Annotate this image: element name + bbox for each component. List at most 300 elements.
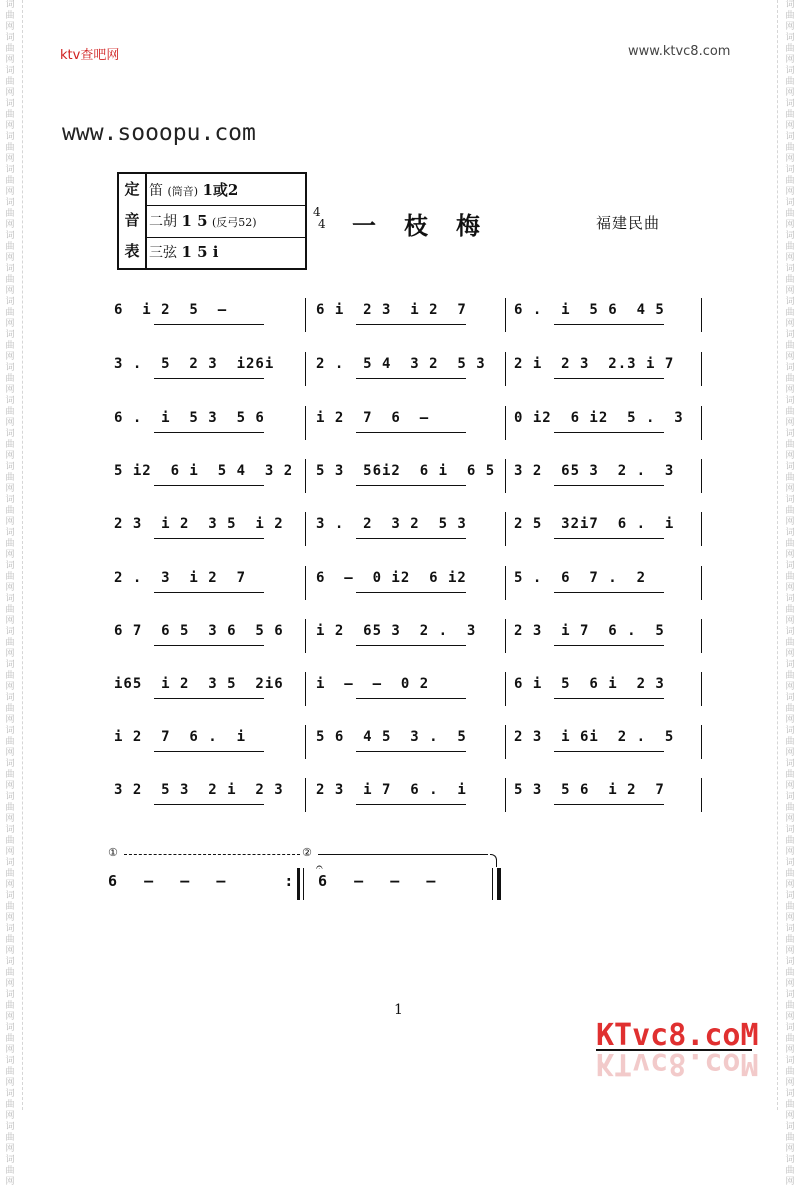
watermark-char: 词 (5, 165, 15, 175)
time-signature-top: 4 (313, 205, 321, 219)
watermark-char: 词 (785, 990, 795, 1000)
barline (505, 352, 506, 386)
barline (701, 725, 702, 759)
tuning-row-erhu (149, 211, 257, 231)
instrument-value: 1或2 (202, 181, 239, 199)
watermark-char: 词 (5, 792, 15, 802)
watermark-char: 网 (785, 1144, 795, 1154)
time-signature-bottom: 4 (318, 217, 326, 231)
barline (505, 619, 506, 653)
watermark-char: 词 (785, 462, 795, 472)
watermark-char: 词 (785, 0, 795, 10)
beam-underline (356, 751, 466, 752)
watermark-char: 曲 (785, 704, 795, 714)
watermark-char: 词 (785, 330, 795, 340)
beam-underline (154, 804, 264, 805)
watermark-char: 曲 (785, 1166, 795, 1176)
watermark-char: 曲 (5, 440, 15, 450)
watermark-char: 词 (785, 528, 795, 538)
watermark-char: 网 (785, 946, 795, 956)
watermark-char: 网 (785, 1012, 795, 1022)
watermark-char: 词 (5, 264, 15, 274)
watermark-char: 曲 (5, 572, 15, 582)
beam-underline (154, 645, 264, 646)
measure: 6 . i 5 6 4 5 (514, 302, 665, 318)
instrument-name: 笛 (149, 183, 163, 199)
watermark-char: 网 (785, 913, 795, 923)
barline (701, 512, 702, 546)
measure: i 2 7 6 . i (114, 729, 247, 745)
measure: i 2 65 3 2 . 3 (316, 623, 477, 639)
watermark-char: 网 (785, 847, 795, 857)
watermark-char: 曲 (5, 869, 15, 879)
watermark-char: 网 (785, 22, 795, 32)
watermark-char: 网 (785, 517, 795, 527)
watermark-char: 词 (785, 792, 795, 802)
watermark-char: 词 (5, 693, 15, 703)
measure: 6 7 6 5 3 6 5 6 (114, 623, 284, 639)
watermark-char: 网 (785, 154, 795, 164)
watermark-char: 网 (785, 451, 795, 461)
beam-underline (154, 378, 264, 379)
watermark-char: 词 (5, 132, 15, 142)
watermark-char: 网 (785, 286, 795, 296)
watermark-char: 曲 (785, 869, 795, 879)
instrument-note: (反弓52) (212, 216, 257, 229)
watermark-char: 曲 (5, 143, 15, 153)
measure: 5 3 5 6 i 2 7 (514, 782, 665, 798)
watermark-char: 词 (5, 957, 15, 967)
watermark-char: 网 (785, 1045, 795, 1055)
watermark-char: 曲 (5, 1034, 15, 1044)
watermark-char: 词 (785, 429, 795, 439)
watermark-char: 曲 (5, 407, 15, 417)
repeat-dots: : (286, 874, 292, 890)
watermark-char: 曲 (5, 275, 15, 285)
barline (505, 778, 506, 812)
first-ending-mark: ① (108, 846, 118, 859)
watermark-char: 曲 (5, 836, 15, 846)
tuning-label-char: 表 (124, 242, 140, 260)
watermark-char: 词 (785, 1056, 795, 1066)
watermark-char: 曲 (785, 1133, 795, 1143)
watermark-char: 网 (785, 1078, 795, 1088)
barline (701, 352, 702, 386)
watermark-char: 词 (785, 165, 795, 175)
watermark-char: 曲 (785, 110, 795, 120)
watermark-char: 曲 (5, 968, 15, 978)
measure: 5 i2 6 i 5 4 3 2 (114, 463, 294, 479)
watermark-char: 词 (5, 66, 15, 76)
score-line (108, 352, 703, 398)
first-ending-notes: 6 — — — (108, 872, 226, 890)
measure: 3 . 2 3 2 5 3 (316, 516, 467, 532)
watermark-char: 曲 (5, 935, 15, 945)
measure: 2 i 2 3 2.3 i 7 (514, 356, 675, 372)
measure: 6 — 0 i2 6 i2 (316, 570, 467, 586)
beam-underline (154, 485, 264, 486)
watermark-char: 曲 (785, 176, 795, 186)
second-ending-bracket (318, 854, 488, 855)
watermark-char: 网 (5, 1144, 15, 1154)
watermark-char: 网 (5, 319, 15, 329)
watermark-char: 词 (5, 1056, 15, 1066)
header-site-url[interactable]: www.ktvc8.com (628, 44, 731, 59)
watermark-char: 词 (785, 561, 795, 571)
watermark-char: 曲 (785, 407, 795, 417)
barline (305, 619, 306, 653)
site-logo: KTvc8.coM (596, 1018, 759, 1053)
watermark-char: 网 (785, 418, 795, 428)
beam-underline (154, 698, 264, 699)
watermark-char: 词 (785, 264, 795, 274)
measure: 2 3 i 7 6 . i (316, 782, 467, 798)
watermark-char: 网 (5, 583, 15, 593)
barline (701, 619, 702, 653)
watermark-char: 词 (5, 990, 15, 1000)
beam-underline (554, 698, 664, 699)
beam-underline (154, 751, 264, 752)
measure: 6 i 2 5 — (114, 302, 228, 318)
instrument-note: (筒音) (167, 185, 199, 198)
watermark-char: 网 (785, 187, 795, 197)
watermark-char: 网 (5, 451, 15, 461)
watermark-char: 曲 (785, 737, 795, 747)
watermark-char: 网 (785, 649, 795, 659)
score-line (108, 778, 703, 824)
watermark-char: 曲 (5, 770, 15, 780)
watermark-char: 网 (5, 253, 15, 263)
watermark-char: 网 (785, 814, 795, 824)
watermark-char: 网 (5, 286, 15, 296)
watermark-char: 曲 (785, 902, 795, 912)
barline (305, 672, 306, 706)
watermark-char: 曲 (5, 308, 15, 318)
barline (305, 566, 306, 600)
beam-underline (356, 538, 466, 539)
tuning-row-divider (147, 237, 305, 238)
measure: 2 5 32i7 6 . i (514, 516, 675, 532)
tuning-table-label (119, 174, 147, 268)
second-ending-notes: 6 — — — (318, 872, 436, 890)
watermark-char: 词 (5, 627, 15, 637)
beam-underline (356, 804, 466, 805)
fermata-icon: 𝄐 (316, 860, 323, 874)
watermark-char: 曲 (5, 704, 15, 714)
watermark-char: 网 (5, 418, 15, 428)
watermark-char: 词 (785, 99, 795, 109)
watermark-char: 词 (5, 660, 15, 670)
watermark-char: 曲 (5, 77, 15, 87)
watermark-char: 曲 (5, 44, 15, 54)
watermark-char: 网 (5, 517, 15, 527)
beam-underline (154, 592, 264, 593)
instrument-name: 三弦 (149, 245, 177, 261)
watermark-char: 网 (5, 748, 15, 758)
beam-underline (554, 751, 664, 752)
watermark-char: 词 (5, 396, 15, 406)
instrument-value: 1 5 i (181, 243, 219, 261)
watermark-char: 词 (785, 33, 795, 43)
beam-underline (154, 432, 264, 433)
watermark-char: 曲 (785, 836, 795, 846)
watermark-char: 词 (5, 561, 15, 571)
watermark-char: 网 (5, 913, 15, 923)
barline (701, 298, 702, 332)
measure: 3 . 5 2 3 i26i (114, 356, 275, 372)
watermark-char: 词 (5, 825, 15, 835)
watermark-char: 网 (785, 253, 795, 263)
watermark-char: 曲 (785, 770, 795, 780)
watermark-char: 曲 (785, 473, 795, 483)
watermark-char: 网 (785, 121, 795, 131)
watermark-char: 词 (785, 297, 795, 307)
measure: 6 i 5 6 i 2 3 (514, 676, 665, 692)
beam-underline (554, 324, 664, 325)
time-signature (313, 206, 326, 230)
header-site-name[interactable]: ktv查吧网 (60, 48, 120, 63)
watermark-char: 曲 (5, 209, 15, 219)
barline (305, 298, 306, 332)
watermark-char: 网 (5, 187, 15, 197)
source-site-text: www.sooopu.com (62, 120, 256, 146)
watermark-char: 网 (5, 352, 15, 362)
watermark-char: 词 (785, 726, 795, 736)
watermark-char: 曲 (785, 209, 795, 219)
watermark-char: 词 (785, 594, 795, 604)
tuning-table (117, 172, 307, 270)
watermark-char: 曲 (785, 1001, 795, 1011)
beam-underline (554, 804, 664, 805)
watermark-char: 曲 (5, 1001, 15, 1011)
watermark-char: 曲 (5, 638, 15, 648)
watermark-char: 词 (785, 396, 795, 406)
instrument-value: 1 5 (181, 212, 208, 230)
watermark-char: 网 (785, 484, 795, 494)
watermark-char: 曲 (785, 1100, 795, 1110)
watermark-char: 网 (5, 88, 15, 98)
watermark-char: 曲 (5, 11, 15, 21)
second-ending-mark: ② (302, 846, 312, 859)
watermark-char: 词 (785, 825, 795, 835)
beam-underline (554, 485, 664, 486)
watermark-char: 曲 (785, 308, 795, 318)
watermark-char: 曲 (5, 506, 15, 516)
barline (305, 459, 306, 493)
watermark-char: 词 (785, 1089, 795, 1099)
barline (305, 512, 306, 546)
watermark-char: 曲 (5, 902, 15, 912)
watermark-char: 网 (5, 1111, 15, 1121)
watermark-char: 网 (785, 682, 795, 692)
watermark-char: 曲 (5, 110, 15, 120)
watermark-char: 网 (5, 880, 15, 890)
watermark-char: 曲 (5, 242, 15, 252)
watermark-char: 词 (785, 66, 795, 76)
watermark-char: 词 (5, 858, 15, 868)
watermark-char: 词 (5, 1089, 15, 1099)
beam-underline (356, 592, 466, 593)
watermark-char: 网 (785, 616, 795, 626)
watermark-char: 词 (785, 957, 795, 967)
watermark-char: 曲 (785, 44, 795, 54)
watermark-char: 网 (5, 55, 15, 65)
watermark-char: 曲 (5, 1166, 15, 1176)
beam-underline (554, 645, 664, 646)
watermark-char: 曲 (5, 737, 15, 747)
watermark-char: 词 (785, 858, 795, 868)
watermark-char: 曲 (785, 1067, 795, 1077)
watermark-char: 曲 (5, 374, 15, 384)
measure: 2 . 3 i 2 7 (114, 570, 247, 586)
repeat-barline-thick (297, 868, 300, 900)
final-barline-thick (497, 868, 501, 900)
watermark-char: 网 (785, 55, 795, 65)
watermark-char: 词 (5, 891, 15, 901)
watermark-char: 曲 (5, 176, 15, 186)
beam-underline (154, 324, 264, 325)
score-line (108, 566, 703, 612)
site-logo-reflection: KTvc8.coM (596, 1046, 759, 1081)
tuning-label-char: 音 (124, 211, 140, 229)
tuning-row-flute (149, 179, 238, 200)
watermark-char: 曲 (5, 539, 15, 549)
measure: 5 . 6 7 . 2 (514, 570, 647, 586)
watermark-char: 词 (5, 462, 15, 472)
watermark-char: 曲 (5, 803, 15, 813)
watermark-char: 网 (785, 220, 795, 230)
watermark-char: 词 (5, 594, 15, 604)
watermark-char: 网 (785, 385, 795, 395)
measure: 2 3 i 2 3 5 i 2 (114, 516, 284, 532)
watermark-char: 曲 (5, 1100, 15, 1110)
watermark-char: 曲 (785, 77, 795, 87)
right-dashed-margin (777, 0, 778, 1110)
watermark-char: 曲 (785, 935, 795, 945)
score-line (108, 406, 703, 452)
score-line (108, 298, 703, 344)
watermark-char: 词 (5, 495, 15, 505)
watermark-char: 曲 (785, 440, 795, 450)
watermark-char: 词 (5, 1122, 15, 1132)
composer-credit: 福建民曲 (596, 214, 661, 232)
measure: i65 i 2 3 5 2i6 (114, 676, 284, 692)
barline (701, 459, 702, 493)
watermark-char: 网 (5, 781, 15, 791)
measure: 5 3 56i2 6 i 6 5 (316, 463, 496, 479)
watermark-char: 网 (5, 979, 15, 989)
beam-underline (154, 538, 264, 539)
left-dashed-margin (22, 0, 23, 1110)
watermark-char: 词 (5, 198, 15, 208)
watermark-char: 曲 (785, 341, 795, 351)
score-line (108, 672, 703, 718)
watermark-char: 网 (5, 616, 15, 626)
watermark-char: 曲 (5, 1133, 15, 1143)
barline (505, 459, 506, 493)
watermark-char: 词 (5, 99, 15, 109)
watermark-char: 网 (5, 1078, 15, 1088)
watermark-char: 词 (785, 495, 795, 505)
beam-underline (554, 432, 664, 433)
beam-underline (554, 592, 664, 593)
watermark-char: 网 (785, 583, 795, 593)
measure: 0 i2 6 i2 5 . 3 (514, 410, 684, 426)
score-line (108, 619, 703, 665)
watermark-char: 曲 (785, 803, 795, 813)
watermark-char: 网 (5, 484, 15, 494)
watermark-char: 词 (5, 528, 15, 538)
watermark-char: 词 (5, 429, 15, 439)
final-barline-thin (492, 868, 493, 900)
watermark-char: 曲 (785, 968, 795, 978)
tuning-row-sanxian (149, 242, 218, 262)
left-watermark-column (2, 0, 18, 1187)
measure: 6 i 2 3 i 2 7 (316, 302, 467, 318)
watermark-char: 网 (5, 682, 15, 692)
watermark-char: 网 (785, 979, 795, 989)
watermark-char: 曲 (5, 1067, 15, 1077)
watermark-char: 词 (785, 693, 795, 703)
watermark-char: 曲 (785, 242, 795, 252)
barline (505, 672, 506, 706)
watermark-char: 词 (5, 726, 15, 736)
watermark-char: 曲 (785, 1034, 795, 1044)
watermark-char: 词 (785, 891, 795, 901)
watermark-char: 网 (785, 880, 795, 890)
first-ending-bracket (124, 854, 300, 855)
watermark-char: 曲 (785, 275, 795, 285)
watermark-char: 曲 (785, 374, 795, 384)
score-line (108, 725, 703, 771)
watermark-char: 网 (5, 1045, 15, 1055)
beam-underline (356, 485, 466, 486)
score-line (108, 459, 703, 505)
watermark-char: 网 (785, 88, 795, 98)
watermark-char: 网 (5, 814, 15, 824)
watermark-char: 曲 (5, 473, 15, 483)
measure: 2 3 i 6i 2 . 5 (514, 729, 675, 745)
watermark-char: 网 (5, 220, 15, 230)
watermark-char: 词 (785, 1023, 795, 1033)
watermark-char: 词 (5, 33, 15, 43)
watermark-char: 网 (5, 154, 15, 164)
watermark-char: 词 (785, 198, 795, 208)
watermark-char: 词 (5, 1155, 15, 1165)
watermark-char: 词 (5, 297, 15, 307)
measure: 3 2 65 3 2 . 3 (514, 463, 675, 479)
watermark-char: 词 (5, 759, 15, 769)
page-number: 1 (394, 1002, 403, 1018)
watermark-char: 网 (5, 649, 15, 659)
measure: i — — 0 2 (316, 676, 430, 692)
watermark-char: 词 (785, 660, 795, 670)
watermark-char: 网 (5, 1012, 15, 1022)
watermark-char: 词 (785, 924, 795, 934)
tuning-row-divider (147, 205, 305, 206)
watermark-char: 曲 (785, 671, 795, 681)
beam-underline (356, 432, 466, 433)
barline (701, 672, 702, 706)
watermark-char: 网 (785, 352, 795, 362)
watermark-char: 网 (5, 550, 15, 560)
watermark-char: 网 (5, 946, 15, 956)
tuning-label-char: 定 (124, 180, 140, 198)
watermark-char: 网 (785, 715, 795, 725)
watermark-char: 网 (5, 385, 15, 395)
watermark-char: 网 (5, 22, 15, 32)
watermark-char: 曲 (785, 638, 795, 648)
